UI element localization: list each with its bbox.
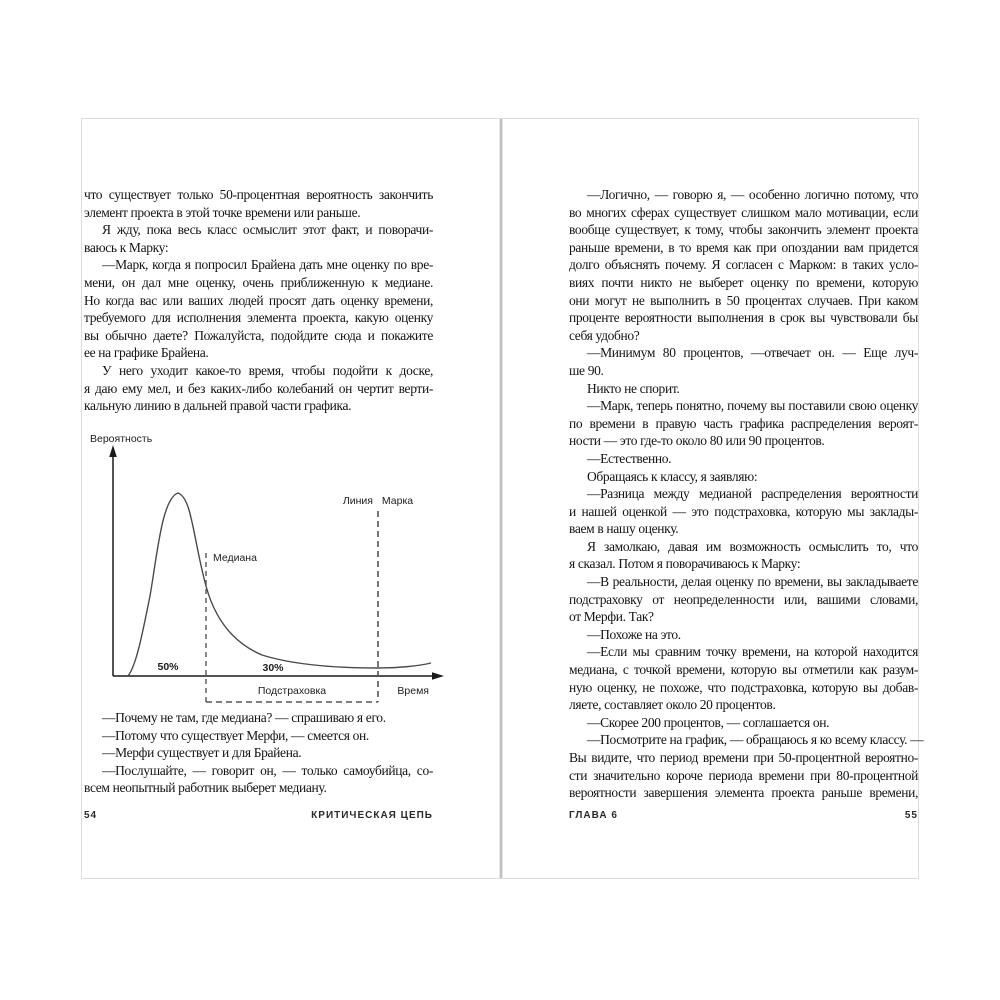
x-axis-label: Время: [397, 685, 429, 697]
text-line: —В реальности, делая оценку по времени, вы закладываете: [587, 574, 918, 590]
text-line: раньше времени, в то время как при опоздании вам придется: [569, 239, 918, 255]
text-line: Никто не спорит.: [587, 380, 680, 396]
text-line: —Потому что существует Мерфи, — смеется он.: [102, 727, 369, 743]
text-line: виях почти никто не выберет оценку по времени, которую: [569, 274, 918, 290]
text-line: —Почему не там, где медиана? — спрашиваю я его.: [102, 710, 386, 725]
left-page: [84, 119, 434, 878]
text-line: по времени в правую часть графика распределения вероят-: [569, 415, 918, 431]
left-text-after-figure: [84, 709, 433, 797]
text-line: Но когда вас или ваших людей просят дать оценку времени,: [84, 292, 433, 308]
text-line: ности — это где-то около 80 или 90 процентов.: [569, 433, 825, 449]
text-line: от Мерфи. Так?: [569, 609, 654, 625]
left-page-footer: [84, 810, 433, 821]
text-line: ваем в нашу оценку.: [569, 521, 679, 537]
median-label: Медиана: [213, 552, 257, 564]
text-line: вы обычно даете? Пожалуйста, подойдите сюда и покажите: [84, 327, 433, 343]
text-line: ше 90.: [569, 362, 604, 378]
text-line: —Скорее 200 процентов, — соглашается он.: [587, 714, 830, 730]
text-line: —Если мы сравним точку времени, на которой находится: [587, 644, 918, 660]
buffer-label: Подстраховка: [257, 685, 327, 697]
x-axis-arrow-icon: [432, 672, 444, 680]
probability-chart-svg: [84, 426, 446, 706]
text-line: —Похоже на это.: [587, 626, 681, 642]
left-text-before-figure: [84, 186, 433, 415]
text-line: Обращаясь к классу, я заявляю:: [587, 468, 758, 484]
gutter-shadow: [499, 119, 503, 878]
page-number-right: 55: [904, 810, 918, 821]
text-line: —Логично, — говорю я, — особенно логично потому, что: [587, 187, 918, 202]
right-text-column: [569, 186, 924, 802]
probability-figure: [84, 426, 446, 706]
text-line: во многих сферах существует слишком мало мотивации, если: [569, 204, 918, 220]
text-line: себя удобно?: [569, 327, 640, 343]
text-line: что существует только 50-процентная вероятность закончить: [84, 187, 433, 202]
text-line: Вы видите, что период времени при 50-процентной вероятно-: [569, 750, 918, 765]
text-line: и нашей оценкой — это подстраховка, которую мы заклады-: [569, 503, 918, 519]
text-line: —Разница между медианой распределения вероятности: [587, 486, 918, 502]
text-line: я даю ему мел, и без каких-либо колебаний он чертит верти-: [84, 380, 433, 396]
text-line: кальную линию в дальней правой части графика.: [84, 398, 352, 414]
text-line: ляете, составляет около 20 процентов.: [569, 697, 776, 713]
text-line: проценте вероятности выполнения в срок вы чувствовали бы: [569, 310, 918, 326]
text-line: вообще существует, к тому, чтобы закончить элемент проекта: [569, 222, 918, 238]
text-line: сти значительно короче периода времени при 80-процентной: [569, 767, 918, 783]
text-line: элемент проекта в этой точке времени или раньше.: [84, 204, 361, 220]
text-line: подстраховку от неопределенности или, вашими словами,: [569, 591, 918, 607]
right-area-percent-label: 30%: [262, 662, 284, 674]
text-line: требуемого для исполнения элемента проекта, какую оценку: [84, 310, 433, 326]
running-title: КРИТИЧЕСКАЯ ЦЕПЬ: [311, 810, 433, 821]
text-line: всем неопытный работник выберет медиану.: [84, 780, 327, 796]
distribution-curve: [128, 493, 431, 676]
text-line: Я замолкаю, давая им возможность осмыслить то, что: [587, 538, 918, 554]
text-line: —Минимум 80 процентов, —отвечает он. — Еще луч-: [587, 345, 918, 361]
text-line: ную оценку, не похоже, что подстраховка, которую вы добав-: [569, 679, 918, 695]
book-spread: [81, 118, 924, 879]
text-line: —Мерфи существует и для Брайена.: [102, 745, 302, 761]
text-line: Я жду, пока весь класс осмыслит этот факт, и поворачи-: [102, 222, 433, 238]
text-line: У него уходит какое-то время, чтобы подойти к доске,: [102, 362, 433, 378]
text-line: —Посмотрите на график, — обращаюсь я ко всему классу. —: [587, 732, 924, 748]
text-line: медиана, с точкой времени, которую вы отметили как разум-: [569, 662, 918, 678]
text-line: —Естественно.: [587, 450, 672, 466]
text-line: ее на графике Брайена.: [84, 345, 209, 361]
page-number-left: 54: [84, 810, 98, 821]
text-line: мени, он дал мне оценку, очень приближенную к медиане.: [84, 274, 433, 290]
chapter-label: ГЛАВА 6: [569, 810, 618, 821]
text-line: —Марк, когда я попросил Брайена дать мне оценку по вре-: [102, 257, 433, 273]
text-line: ваюсь к Марку:: [84, 239, 169, 255]
left-area-percent-label: 50%: [157, 661, 179, 673]
y-axis-label: Вероятность: [90, 433, 153, 445]
text-line: они могут не выполнить в 50 процентах случаев. При каком: [569, 292, 918, 308]
right-page: [569, 119, 924, 878]
text-line: вероятности завершения элемента проекта раньше времени,: [569, 785, 918, 801]
text-line: —Марк, теперь понятно, почему вы поставили свою оценку: [587, 398, 918, 414]
text-line: я сказал. Потом я поворачиваюсь к Марку:: [569, 556, 801, 572]
mark-line-label: Линия Марка: [342, 495, 414, 507]
y-axis-arrow-icon: [109, 445, 117, 457]
text-line: долго объяснять почему. Я согласен с Марком: в таких усло-: [569, 257, 918, 273]
text-line: —Послушайте, — говорит он, — только самоубийца, со-: [102, 762, 433, 778]
right-page-footer: [569, 810, 918, 821]
